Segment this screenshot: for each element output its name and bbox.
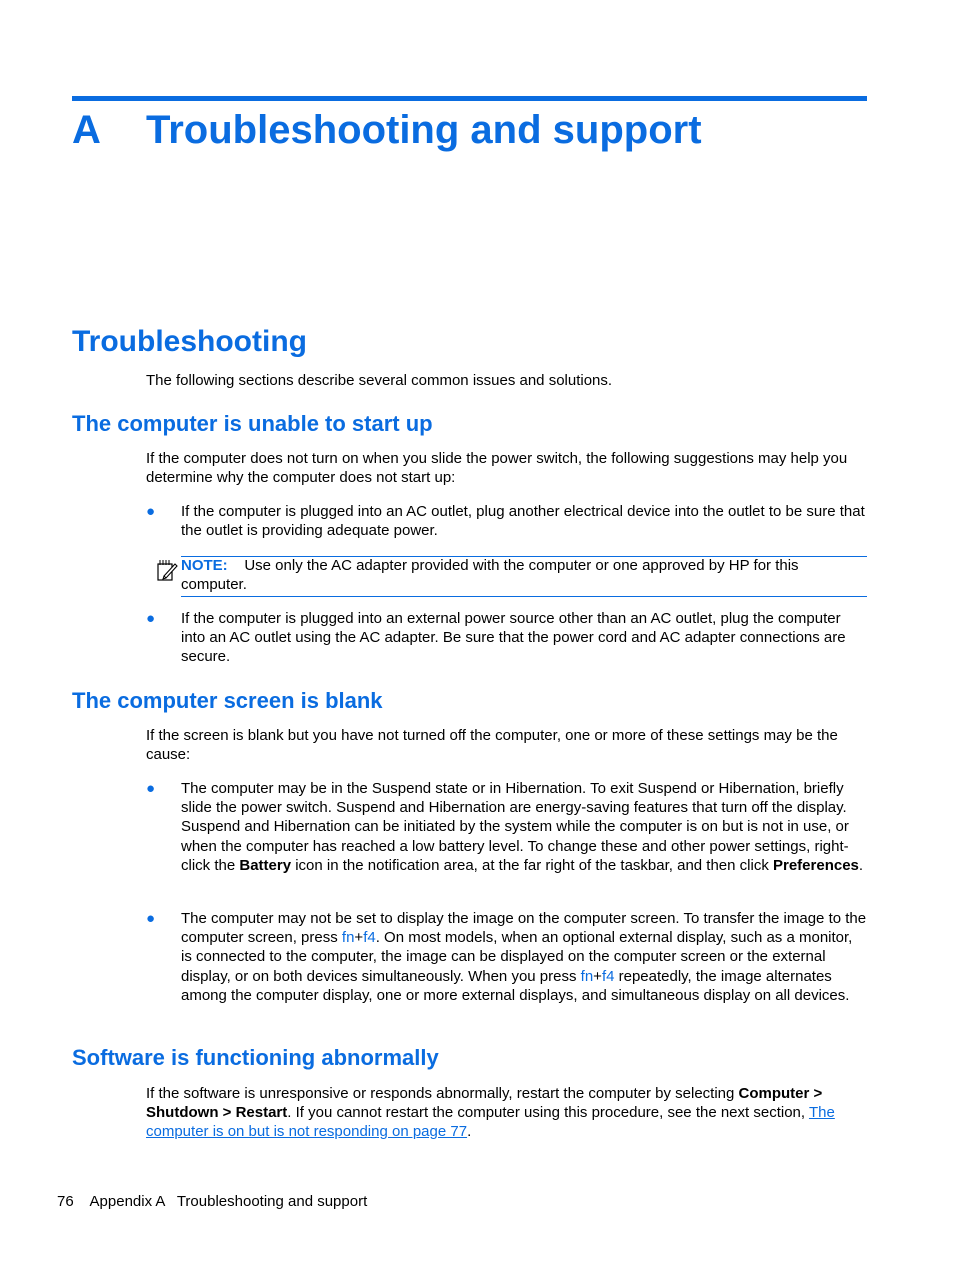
battery-term: Battery bbox=[239, 856, 292, 874]
section-title: Troubleshooting bbox=[72, 325, 307, 358]
text-run: The computer may be in the Suspend state or in Hibernation. To exit Suspend or Hibernation, briefly slide the power switch. Suspend and Hibernation are energy-saving features that turn off the display. Suspend and Hibernation can be initiated by the system while the computer is on but is not in use, or when the computer has reached a low battery level. To change these and other power settings, right-click the bbox=[181, 780, 849, 874]
key-f4: f4 bbox=[601, 967, 615, 985]
bullet-icon: ● bbox=[146, 780, 156, 797]
text-run: . If you cannot restart the computer using this procedure, see the next section, bbox=[287, 1104, 809, 1122]
note-body: Use only the AC adapter provided with the computer or one approved by HP for this computer. bbox=[181, 557, 799, 594]
start-up-intro: If the computer does not turn on when you slide the power switch, the following suggestions may help you determine why the computer does not start up: bbox=[146, 450, 848, 487]
start-up-bullet-1: If the computer is plugged into an AC outlet, plug another electrical device into the outlet to be sure that the outlet is providing adequate power. bbox=[181, 503, 865, 540]
chapter-title: Troubleshooting and support bbox=[146, 108, 702, 152]
page-number: 76 bbox=[57, 1193, 74, 1210]
software-text bbox=[146, 1084, 868, 1142]
note-pad-icon bbox=[156, 558, 178, 582]
bullet-icon: ● bbox=[146, 503, 156, 520]
key-fn: fn bbox=[580, 967, 594, 985]
chapter-rule bbox=[72, 96, 867, 101]
key-fn: fn bbox=[341, 929, 355, 947]
screen-blank-bullet-1 bbox=[181, 779, 867, 875]
footer-label: Appendix A Troubleshooting and support bbox=[89, 1193, 368, 1210]
text-run: The computer may not be set to display the image on the computer screen. To transfer the image to the computer screen, press bbox=[181, 910, 867, 947]
heading-start-up: The computer is unable to start up bbox=[72, 411, 433, 436]
start-up-bullet-2: If the computer is plugged into an external power source other than an AC outlet, plug the computer into an AC outlet using the AC adapter. Be sure that the power cord and AC adapter connections are secure. bbox=[181, 610, 846, 666]
text-run: repeatedly, the image alternates among the computer display, one or more external displays, and simultaneous display on all devices. bbox=[181, 967, 850, 1004]
key-plus: + bbox=[354, 929, 364, 947]
screen-blank-bullet-2 bbox=[181, 909, 867, 1005]
section-intro: The following sections describe several common issues and solutions. bbox=[146, 372, 613, 389]
page-footer bbox=[57, 1192, 367, 1211]
note-label: NOTE: bbox=[181, 557, 228, 574]
text-run: icon in the notification area, at the far right of the taskbar, and then click bbox=[291, 856, 773, 874]
cross-reference-link[interactable]: The computer is on but is not responding on page 77 bbox=[146, 1104, 835, 1141]
key-plus: + bbox=[593, 967, 602, 985]
text-run: . On most models, when an optional external display, such as a monitor, is connected to the computer, the image can be displayed on the computer screen or the external display, or on both devices simultaneously. When you press bbox=[181, 929, 853, 985]
screen-blank-intro: If the screen is blank but you have not turned off the computer, one or more of these settings may be the cause: bbox=[146, 727, 838, 764]
chapter-letter: A bbox=[72, 108, 101, 152]
key-f4: f4 bbox=[363, 929, 376, 947]
menu-path: Computer > Shutdown > Restart bbox=[146, 1085, 823, 1122]
text-run: If the software is unresponsive or responds abnormally, restart the computer by selecting bbox=[146, 1085, 739, 1102]
heading-software: Software is functioning abnormally bbox=[72, 1045, 439, 1070]
bullet-icon: ● bbox=[146, 610, 156, 627]
preferences-term: Preferences bbox=[773, 856, 859, 874]
text-run: . bbox=[467, 1123, 472, 1141]
text-run: . bbox=[858, 856, 864, 874]
bullet-icon: ● bbox=[146, 910, 156, 927]
heading-screen-blank: The computer screen is blank bbox=[72, 688, 383, 713]
note-text bbox=[181, 556, 867, 594]
